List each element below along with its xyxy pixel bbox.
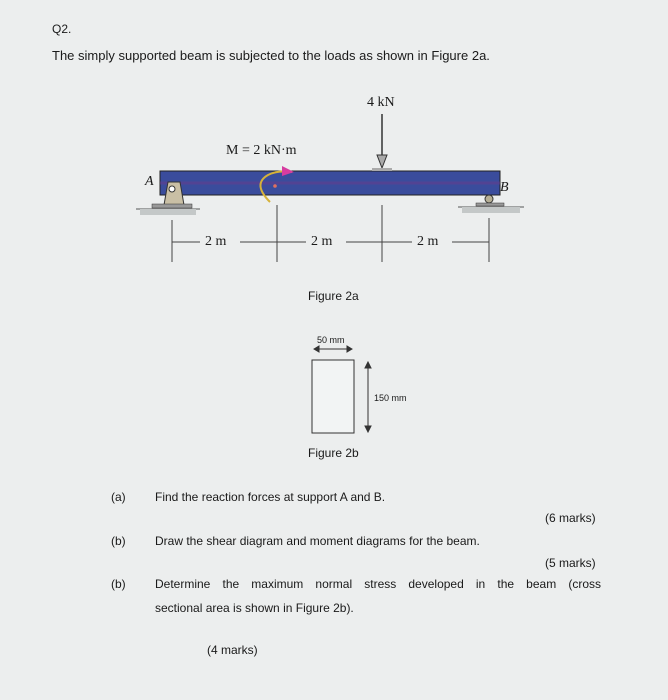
part-marks: (5 marks): [545, 556, 596, 570]
support-a-label: A: [145, 174, 154, 189]
part-text: Determine the maximum normal stress developed in the beam (cross: [155, 577, 601, 591]
span-label: 2 m: [311, 234, 333, 249]
part-marks: (6 marks): [545, 511, 596, 525]
span-label: 2 m: [417, 234, 439, 249]
part-label: (a): [111, 490, 126, 504]
cross-section-drawing: [312, 346, 371, 433]
span-label: 2 m: [205, 234, 227, 249]
section-width-label: 50 mm: [317, 335, 345, 345]
section-height-label: 150 mm: [374, 393, 407, 403]
point-load-arrow: [372, 114, 392, 171]
part-text-continued: sectional area is shown in Figure 2b).: [155, 601, 354, 615]
moment-label: M = 2 kN·m: [226, 143, 297, 158]
question-number: Q2.: [52, 22, 72, 36]
part-label: (b): [111, 577, 126, 591]
question-intro: The simply supported beam is subjected to the loads as shown in Figure 2a.: [52, 48, 490, 63]
support-b-label: B: [500, 180, 509, 195]
figure-2b-caption: Figure 2b: [308, 446, 359, 460]
part-text: Find the reaction forces at support A and B.: [155, 490, 386, 504]
part-label: (b): [111, 534, 126, 548]
roller-support-b: [458, 195, 524, 213]
part-text: Draw the shear diagram and moment diagrams for the beam.: [155, 534, 480, 548]
load-label: 4 kN: [367, 95, 395, 110]
figure-2a-caption: Figure 2a: [308, 289, 359, 303]
part-marks: (4 marks): [207, 643, 258, 657]
